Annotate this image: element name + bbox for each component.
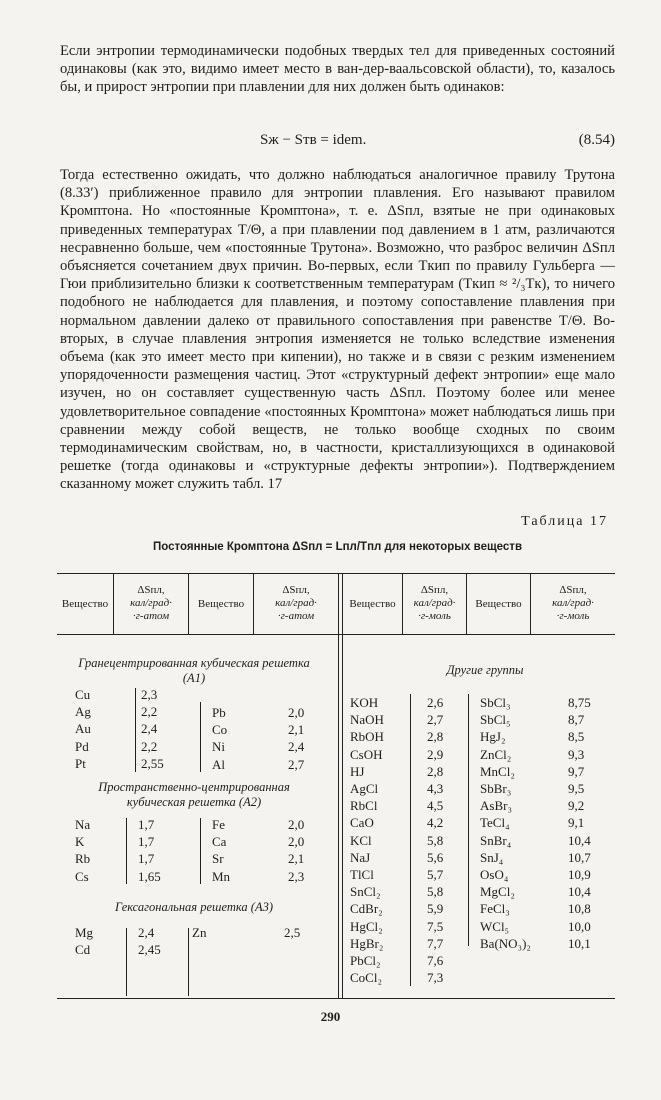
table-top-rule bbox=[57, 573, 615, 574]
value-cell: 2,3 bbox=[141, 687, 158, 702]
value-cell: 10,7 bbox=[568, 849, 591, 865]
substance-cell: Fe bbox=[212, 817, 225, 832]
substance-cell: Mn bbox=[212, 868, 231, 884]
header-ds-atom-2 bbox=[254, 584, 338, 623]
substance-cell: SbCl₅ bbox=[480, 712, 511, 728]
header-line: кал/град· bbox=[275, 597, 317, 609]
equation-8-54 bbox=[60, 130, 615, 154]
substance-cell: Pb bbox=[212, 705, 226, 720]
header-line: кал/град· bbox=[552, 597, 594, 609]
equation-formula: Sж − Sтв = idem. bbox=[260, 132, 367, 148]
value-cell: 2,2 bbox=[141, 738, 158, 754]
substance-cell: SbCl₃ bbox=[480, 695, 511, 710]
substance-cell: KOH bbox=[350, 695, 379, 710]
value-cell: 2,9 bbox=[427, 746, 444, 762]
substance-cell: K bbox=[75, 834, 85, 850]
substance-cell: Cd bbox=[75, 942, 91, 958]
value-cell: 2,3 bbox=[288, 868, 305, 884]
value-cell: 4,3 bbox=[427, 781, 444, 796]
substance-cell: Ca bbox=[212, 834, 227, 850]
substance-cell: RbOH bbox=[350, 729, 384, 745]
value-cell: 2,7 bbox=[288, 756, 305, 772]
substance-cell: SbBr₃ bbox=[480, 781, 512, 796]
value-cell: 9,5 bbox=[568, 781, 585, 796]
value-cell: 2,4 bbox=[288, 739, 305, 755]
header-line: кал/град· bbox=[413, 597, 456, 609]
substance-cell: Co bbox=[212, 722, 228, 738]
table-header-rule bbox=[57, 634, 615, 635]
substance-cell: SnCl₂ bbox=[350, 884, 381, 900]
substance-cell: MgCl₂ bbox=[480, 884, 515, 900]
substance-cell: Zn bbox=[192, 925, 207, 940]
header-line: кал/град· bbox=[130, 597, 172, 609]
substance-cell: Al bbox=[212, 756, 225, 772]
substance-cell: CaO bbox=[350, 815, 374, 831]
value-cell: 2,55 bbox=[141, 755, 164, 771]
header-ds-atom-1 bbox=[114, 584, 188, 623]
header-ds-mol-2 bbox=[531, 584, 615, 623]
value-cell: 10,9 bbox=[568, 867, 591, 882]
header-ds-mol-1 bbox=[403, 584, 466, 623]
paragraph-intro: Если энтропии термодинамически подобных твердых тел для приведенных состояний одинаковы (как это, видимо имеет место в ван-дер-ваальсовской области), то, казалось бы, и прирост энтропии при плавлении для них должен быть одинаков: bbox=[60, 43, 615, 96]
substance-cell: MnCl₂ bbox=[480, 763, 515, 779]
substance-cell: KCl bbox=[350, 832, 372, 848]
center-double-rule bbox=[342, 573, 343, 998]
value-cell: 10,0 bbox=[568, 918, 591, 934]
substance-cell: SnBr₄ bbox=[480, 832, 512, 848]
center-double-rule bbox=[338, 573, 339, 998]
value-cell: 9,1 bbox=[568, 815, 585, 831]
value-cell: 9,7 bbox=[568, 763, 585, 779]
header-line: ΔSпл, bbox=[420, 584, 449, 596]
substance-cell: Ni bbox=[212, 739, 225, 755]
value-cell: 4,5 bbox=[427, 798, 444, 814]
substance-cell: Na bbox=[75, 817, 91, 832]
table-bottom-rule bbox=[57, 998, 615, 999]
inner-rule bbox=[468, 694, 469, 946]
header-substance-2: Вещество bbox=[197, 598, 245, 610]
substance-cell: Au bbox=[75, 721, 91, 737]
value-cell: 5,7 bbox=[427, 867, 444, 882]
substance-cell: CsOH bbox=[350, 746, 383, 762]
header-substance-4: Вещество bbox=[475, 598, 522, 610]
value-cell: 2,2 bbox=[141, 704, 158, 720]
substance-cell: Sr bbox=[212, 851, 224, 867]
value-cell: 2,0 bbox=[288, 705, 305, 720]
substance-cell: Pt bbox=[75, 755, 86, 771]
value-cell: 2,6 bbox=[427, 695, 444, 710]
substance-cell: RbCl bbox=[350, 798, 378, 814]
value-cell: 2,4 bbox=[138, 925, 155, 940]
inner-rule bbox=[126, 928, 127, 996]
header-line: ·г-атом bbox=[277, 610, 315, 622]
header-line: ΔSпл, bbox=[137, 584, 165, 596]
header-line: ·г-моль bbox=[556, 610, 590, 622]
value-cell: 5,8 bbox=[427, 832, 444, 848]
value-cell: 5,8 bbox=[427, 884, 444, 900]
inner-rule bbox=[188, 928, 189, 996]
header-substance-1: Вещество bbox=[61, 598, 109, 610]
substance-cell: ZnCl₂ bbox=[480, 746, 512, 762]
substance-cell: AgCl bbox=[350, 781, 379, 796]
substance-cell: OsO₄ bbox=[480, 867, 509, 882]
substance-cell: Rb bbox=[75, 851, 91, 867]
value-cell: 2,1 bbox=[288, 722, 305, 738]
value-cell: 10,8 bbox=[568, 901, 591, 917]
value-cell: 2,1 bbox=[288, 851, 305, 867]
section-a1-title: Гранецентрированная кубическая решетка (A1) bbox=[78, 656, 310, 685]
header-line: ΔSпл, bbox=[559, 584, 587, 596]
header-line: ΔSпл, bbox=[282, 584, 310, 596]
inner-rule bbox=[126, 818, 127, 884]
substance-cell: FeCl₃ bbox=[480, 901, 510, 917]
value-cell: 10,1 bbox=[568, 935, 591, 951]
substance-cell: SnJ₄ bbox=[480, 849, 504, 865]
substance-cell: CoCl₂ bbox=[350, 970, 382, 986]
section-a2-title: Пространственно-центрированная кубическая решетка (A2) bbox=[98, 780, 290, 809]
value-cell: 7,7 bbox=[427, 935, 444, 951]
value-cell: 2,8 bbox=[427, 729, 444, 745]
inner-rule bbox=[200, 818, 201, 884]
substance-cell: PbCl₂ bbox=[350, 953, 381, 968]
inner-rule bbox=[135, 688, 136, 772]
substance-cell: HgCl₂ bbox=[350, 918, 383, 934]
value-cell: 2,8 bbox=[427, 763, 444, 779]
value-cell: 8,5 bbox=[568, 729, 585, 745]
substance-cell: Ag bbox=[75, 704, 91, 720]
value-cell: 4,2 bbox=[427, 815, 444, 831]
table-title: Постоянные Кромптона ΔSпл = Lпл/Tпл для некоторых веществ bbox=[152, 541, 523, 553]
value-cell: 7,6 bbox=[427, 953, 444, 968]
section-other-title: Другие группы bbox=[446, 663, 524, 677]
paragraph-crompton: Тогда естественно ожидать, что должно наблюдаться аналогичное правилу Трутона (8.33′) приближенное правило для энтропии плавления. Его называют правилом Кромптона. Но «постоянные Кромптона», т. е. ΔSпл, взятые не при одинаковых приведенных температурах T/Θ, а при плавлении под давлением в 1 атм, различаются несравненно больше, чем «постоянные Трутона». Возможно, что разброс величин ΔSпл объясняется сочетанием двух причин. Во-первых, если Tкип по правилу Гульберга — Гюи приблизительно близки к соответственным температурам (Tкип ≈ ²/₃Tк), то ничего подобного не наблюдается для плавления, и поэтому сопоставление плавления при нормальном давлении далеко от правильного сопоставления при равенстве T/Θ. Во-вторых, в случае плавления энтропия изменяется не только вследствие изменения объема (как это имеет место при кипении), но также и в связи с резким изменением упорядоченности размещения частиц. Этот «структурный дефект энтропии» еще мало изучен, но он составляет существенную часть ΔSпл. Поэтому более или менее удовлетворительное совпадение «постоянных Кромптона» может наблюдаться лишь при сравнении между собой веществ, не только вообще сходных по своим термодинамическим свойствам, но, в частности, кристаллизующихся в одинаковой решетке (тогда одинаковы и «структурные дефекты энтропии»). Подтверждением сказанному может служить табл. 17 bbox=[60, 167, 615, 493]
value-cell: 1,7 bbox=[138, 817, 155, 832]
value-cell: 9,2 bbox=[568, 798, 585, 814]
value-cell: 10,4 bbox=[568, 884, 591, 900]
value-cell: 10,4 bbox=[568, 832, 591, 848]
substance-cell: WCl₅ bbox=[480, 918, 510, 934]
substance-cell: HgBr₂ bbox=[350, 935, 384, 951]
substance-cell: NaJ bbox=[350, 849, 371, 865]
substance-cell: Cs bbox=[75, 868, 89, 884]
substance-cell: TlCl bbox=[350, 867, 374, 882]
substance-cell: TeCl₄ bbox=[480, 815, 510, 831]
value-cell: 2,4 bbox=[141, 721, 158, 737]
substance-cell: AsBr₃ bbox=[480, 798, 512, 814]
value-cell: 1,65 bbox=[138, 868, 161, 884]
value-cell: 2,45 bbox=[138, 942, 161, 958]
value-cell: 1,7 bbox=[138, 851, 155, 867]
substance-cell: Mg bbox=[75, 925, 94, 940]
substance-cell: HJ bbox=[350, 763, 365, 779]
inner-rule bbox=[200, 702, 201, 772]
value-cell: 1,7 bbox=[138, 834, 155, 850]
substance-cell: HgJ₂ bbox=[480, 729, 506, 745]
header-line: ·г-моль bbox=[418, 610, 451, 622]
value-cell: 8,7 bbox=[568, 712, 585, 728]
value-cell: 2,5 bbox=[284, 925, 301, 940]
page-number: 290 bbox=[320, 1009, 341, 1024]
section-a3-title: Гексагональная решетка (A3) bbox=[114, 900, 273, 914]
table-number: Таблица 17 bbox=[521, 514, 608, 529]
substance-cell: Pd bbox=[75, 738, 89, 754]
value-cell: 7,3 bbox=[427, 970, 444, 986]
substance-cell: NaOH bbox=[350, 712, 384, 728]
substance-cell: CdBr₂ bbox=[350, 901, 383, 917]
equation-number: (8.54) bbox=[578, 132, 615, 148]
value-cell: 2,7 bbox=[427, 712, 444, 728]
header-line: ·г-атом bbox=[132, 610, 170, 622]
value-cell: 5,9 bbox=[427, 901, 444, 917]
substance-cell: Cu bbox=[75, 687, 91, 702]
value-cell: 5,6 bbox=[427, 849, 444, 865]
header-substance-3: Вещество bbox=[349, 598, 396, 610]
value-cell: 2,0 bbox=[288, 834, 305, 850]
value-cell: 7,5 bbox=[427, 918, 444, 934]
value-cell: 9,3 bbox=[568, 746, 585, 762]
value-cell: 8,75 bbox=[568, 695, 591, 710]
inner-rule bbox=[410, 694, 411, 986]
value-cell: 2,0 bbox=[288, 817, 305, 832]
substance-cell: Ba(NO₃)₂ bbox=[480, 935, 531, 951]
